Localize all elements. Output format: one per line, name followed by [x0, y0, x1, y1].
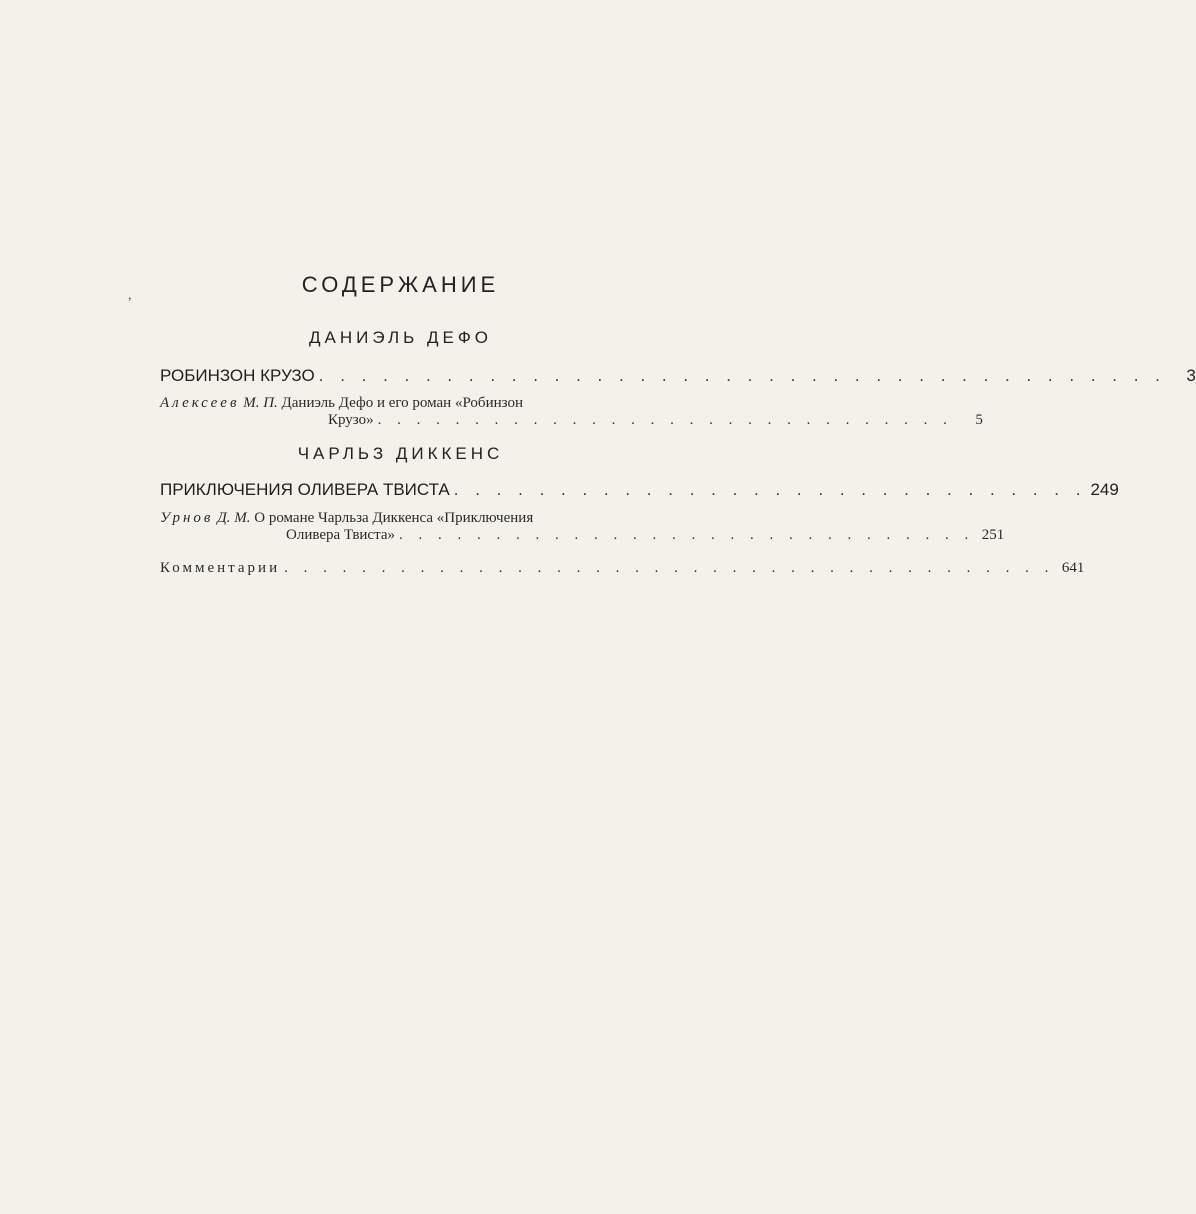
- article-author-surname: Урнов: [160, 510, 214, 526]
- author-heading-dickens: ЧАРЛЬЗ ДИККЕНС: [297, 444, 504, 463]
- leader-dots: . . . . . . . . . . . . . . . . . . . . . . . . . . . . . . . . . . . . . . . .: [284, 560, 1055, 576]
- toc-entry-page: 3: [1186, 366, 1196, 385]
- toc-entry-title: Комментарии: [160, 560, 281, 576]
- leader-dots: . . . . . . . . . . . . . . . . . . . . . . . . . . . . . . . . . . . . . . . .: [318, 366, 1166, 385]
- toc-entry-comments[interactable]: [160, 560, 1085, 577]
- toc-entry-title: РОБИНЗОН КРУЗО: [160, 366, 315, 385]
- toc-article-dickens-line2[interactable]: [286, 527, 1005, 544]
- leader-dots: . . . . . . . . . . . . . . . . . . . . . . . . . . . . . .: [453, 480, 1087, 499]
- article-title-line1: Даниэль Дефо и его роман «Робинзон: [281, 395, 523, 411]
- toc-article-dickens-line1[interactable]: [160, 510, 676, 527]
- toc-entry-page: 641: [1061, 560, 1085, 576]
- article-author-initials: М. П.: [243, 395, 278, 411]
- article-title-line1: О романе Чарльза Диккенса «Приключения: [254, 510, 534, 526]
- toc-entry-title: ПРИКЛЮЧЕНИЯ ОЛИВЕРА ТВИСТА: [160, 480, 450, 499]
- article-author-surname: Алексеев: [160, 395, 240, 411]
- toc-entry-page: 249: [1090, 480, 1119, 499]
- leader-dots: . . . . . . . . . . . . . . . . . . . . . . . . . . . . . .: [398, 527, 975, 543]
- leader-dots: . . . . . . . . . . . . . . . . . . . . . . . . . . . . . .: [377, 412, 953, 428]
- article-page: 5: [975, 412, 983, 428]
- toc-article-defoe-line2[interactable]: [328, 412, 983, 429]
- toc-entry-oliver-twist[interactable]: [160, 480, 1119, 500]
- toc-entry-robinson[interactable]: [160, 366, 1196, 386]
- article-page: 251: [981, 527, 1005, 543]
- article-author-initials: Д. М.: [217, 510, 251, 526]
- author-heading-defoe: ДАНИЭЛЬ ДЕФО: [308, 328, 493, 347]
- toc-article-defoe-line1[interactable]: [160, 395, 676, 412]
- article-title-line2: Оливера Твиста»: [286, 527, 395, 543]
- ink-mark: ,: [128, 288, 132, 303]
- page-title: СОДЕРЖАНИЕ: [301, 272, 500, 297]
- article-title-line2: Крузо»: [328, 412, 374, 428]
